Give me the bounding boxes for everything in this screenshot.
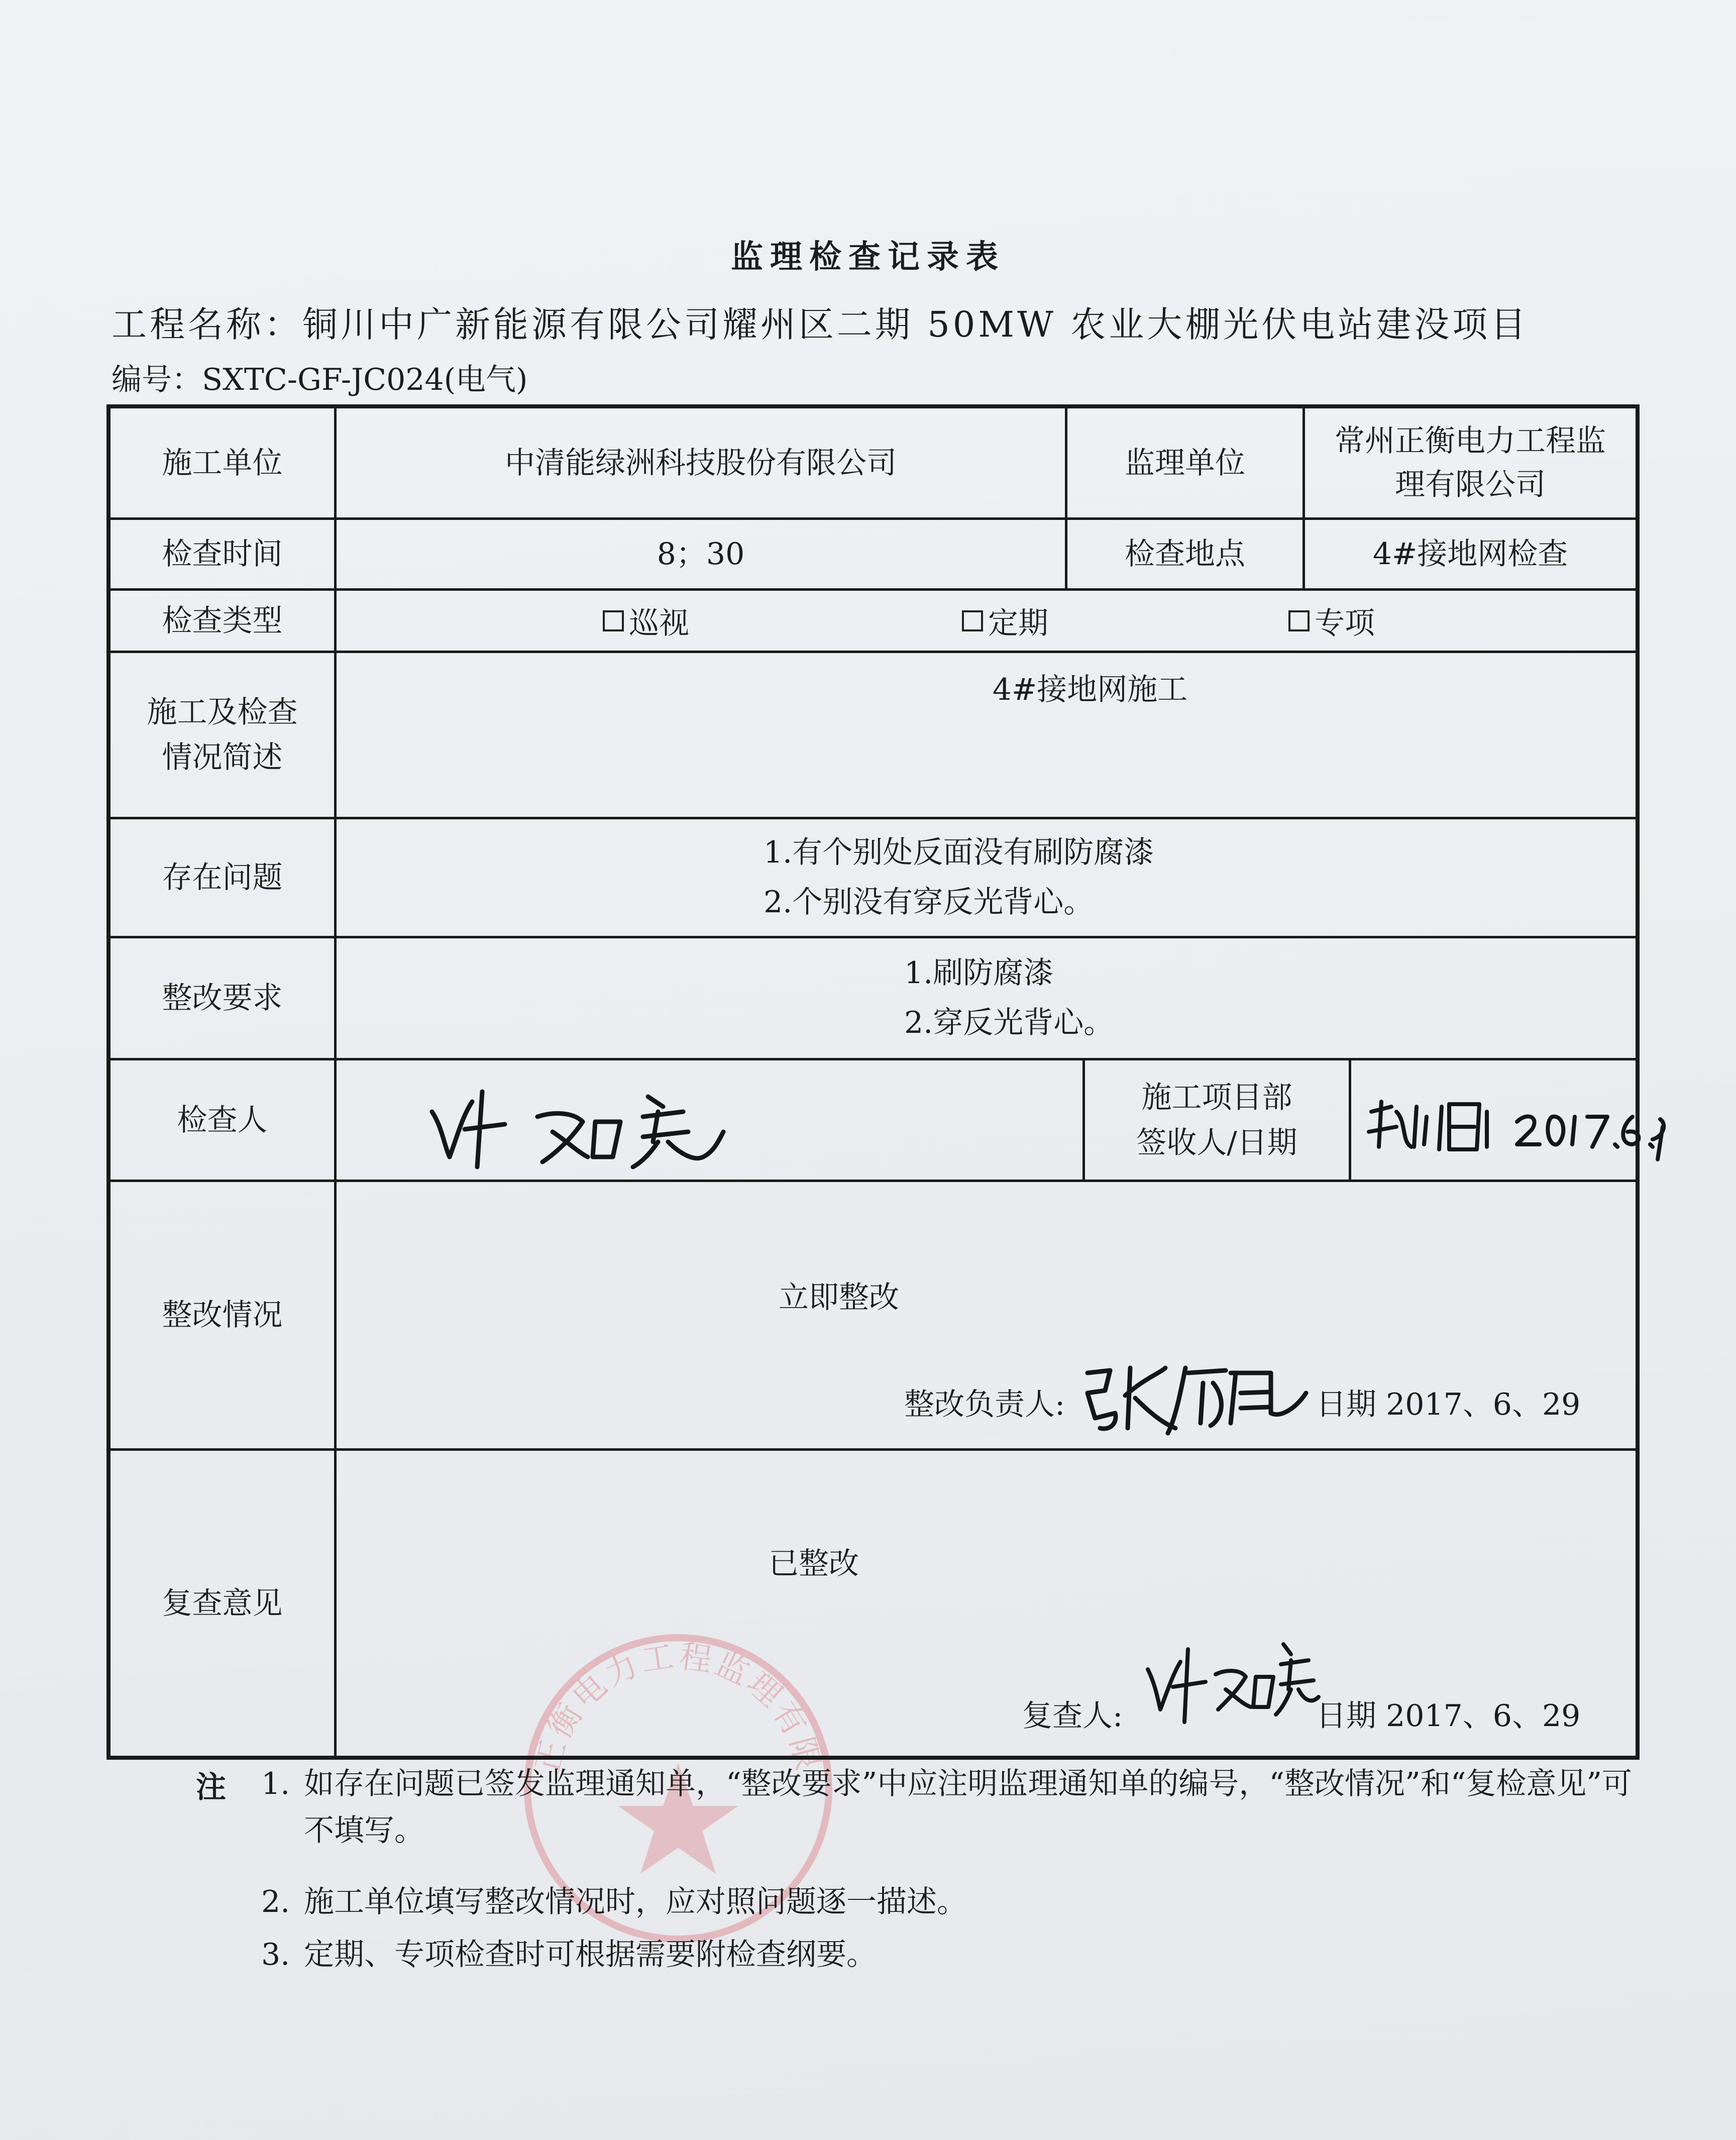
note-item bbox=[261, 1879, 1638, 1925]
note-item bbox=[261, 1761, 1638, 1854]
issues-value: 1.有个别处反面没有刷防腐漆 2.个别没有穿反光背心。 bbox=[764, 835, 1154, 920]
supervision-unit-value: 常州正衡电力工程监 理有限公司 bbox=[1335, 423, 1606, 502]
review-label: 复查意见 bbox=[162, 1585, 283, 1621]
checkbox-icon bbox=[603, 610, 624, 631]
issues-label: 存在问题 bbox=[162, 860, 283, 895]
inspection-type-label: 检查类型 bbox=[162, 603, 283, 638]
checkbox-icon bbox=[1288, 610, 1310, 631]
requirements-value: 1.刷防腐漆 2.穿反光背心。 bbox=[904, 955, 1114, 1040]
note-text: 如存在问题已签发监理通知单，“整改要求”中应注明监理通知单的编号，“整改情况”和“复检意见”可不填写。 bbox=[304, 1766, 1633, 1848]
project-name: 工程名称：铜川中广新能源有限公司耀州区二期 50MW 农业大棚光伏电站建没项目 bbox=[112, 304, 1529, 345]
note-text: 施工单位填写整改情况时，应对照问题逐一描述。 bbox=[304, 1884, 967, 1919]
receiver-signature bbox=[1366, 1092, 1668, 1162]
document-number: 编号：SXTC-GF-JC024(电气) bbox=[112, 362, 528, 397]
summary-label: 施工及检查 情况简述 bbox=[147, 695, 298, 775]
reviewer-label: 复查人: bbox=[1022, 1698, 1123, 1734]
inspection-record-table bbox=[106, 404, 1640, 1760]
note-number: 2. bbox=[261, 1884, 290, 1919]
review-value: 已整改 bbox=[769, 1546, 859, 1581]
rectification-person-label: 整改负责人: bbox=[904, 1387, 1065, 1422]
inspection-time-label: 检查时间 bbox=[162, 537, 283, 572]
rectification-date: 日期 2017、6、29 bbox=[1316, 1387, 1581, 1422]
inspector-signature bbox=[422, 1082, 733, 1177]
inspection-time-value: 8；30 bbox=[657, 537, 745, 572]
construction-unit-label: 施工单位 bbox=[162, 445, 283, 481]
inspection-location-value: 4#接地网检查 bbox=[1372, 537, 1568, 572]
note-item bbox=[261, 1932, 1638, 1978]
summary-value: 4#接地网施工 bbox=[992, 672, 1188, 707]
notes-prefix: 注 bbox=[196, 1770, 226, 1805]
rectification-value: 立即整改 bbox=[779, 1280, 899, 1315]
checkbox-icon bbox=[962, 610, 983, 631]
note-number: 1. bbox=[261, 1766, 290, 1801]
inspection-type-patrol-label: 巡视 bbox=[629, 606, 689, 641]
inspection-type-special-checkbox[interactable] bbox=[1288, 599, 1375, 643]
inspector-label: 检查人 bbox=[177, 1102, 268, 1138]
inspection-type-periodic-checkbox[interactable] bbox=[962, 599, 1048, 643]
receiver-label: 施工项目部 签收人/日期 bbox=[1136, 1080, 1297, 1160]
inspection-type-periodic-label: 定期 bbox=[988, 606, 1048, 641]
rectification-person-signature bbox=[1080, 1353, 1311, 1438]
supervision-unit-label: 监理单位 bbox=[1125, 445, 1245, 481]
svg-text:常州正衡电力工程监理有限公司: 正衡电力工程监理有限 bbox=[528, 1638, 828, 1777]
reviewer-signature bbox=[1140, 1634, 1321, 1730]
inspection-location-label: 检查地点 bbox=[1125, 537, 1245, 572]
document-title: 监理检查记录表 bbox=[731, 238, 1005, 276]
note-number: 3. bbox=[261, 1937, 290, 1972]
construction-unit-value: 中清能绿洲科技股份有限公司 bbox=[505, 445, 897, 481]
inspection-type-special-label: 专项 bbox=[1315, 606, 1375, 641]
requirements-label: 整改要求 bbox=[162, 981, 283, 1016]
note-text: 定期、专项检查时可根据需要附检查纲要。 bbox=[304, 1937, 877, 1972]
rectification-label: 整改情况 bbox=[162, 1298, 283, 1333]
review-date: 日期 2017、6、29 bbox=[1316, 1698, 1581, 1734]
inspection-type-patrol-checkbox[interactable] bbox=[603, 599, 689, 643]
